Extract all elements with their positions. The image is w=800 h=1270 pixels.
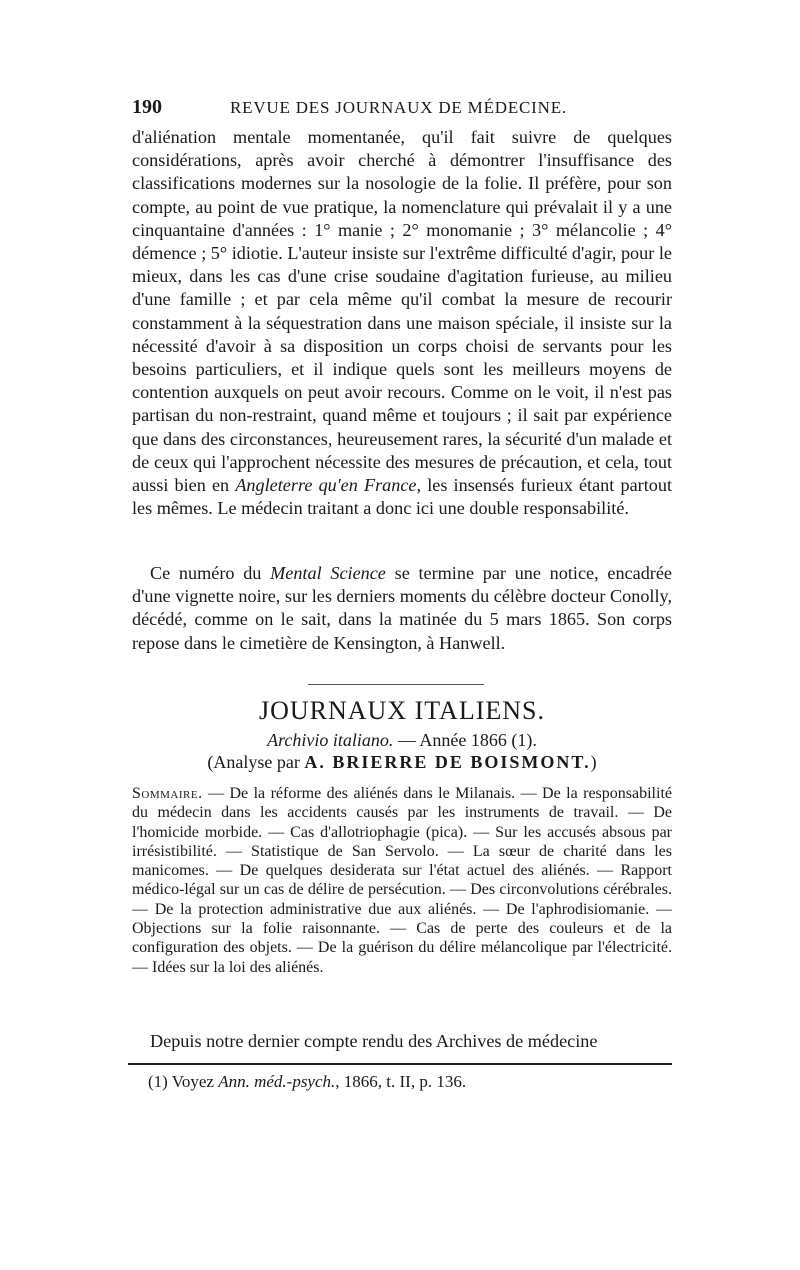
summary (132, 784, 672, 977)
footnote (148, 1072, 668, 1092)
page-number: 190 (132, 96, 162, 118)
footnote-journal: Ann. méd.-psych. (218, 1072, 336, 1091)
analysis-prefix: (Analyse par (207, 752, 305, 772)
author-name: A. BRIERRE DE BOISMONT. (304, 752, 591, 772)
paragraph-text: Ce numéro du (150, 563, 271, 583)
section-title: JOURNAUX ITALIENS. (258, 696, 545, 725)
footnote-suffix: , 1866, t. II, p. 136. (335, 1072, 467, 1091)
running-head (132, 96, 672, 122)
paragraph-text: Depuis notre dernier compte rendu des Archives de médecine (150, 1031, 598, 1051)
analysis-line (132, 752, 672, 773)
paragraph-archives (132, 1030, 672, 1053)
journal-year: — Année 1866 (1). (393, 730, 537, 750)
paragraph-text: , les insensés furieux étant partout les mêmes. Le médecin traitant a donc ici une double responsabilité. (132, 475, 673, 519)
paragraph-conolly (132, 562, 672, 655)
footnote-prefix: (1) Voyez (148, 1072, 219, 1091)
footnote-rule (128, 1063, 672, 1065)
italic-term: Angleterre (235, 475, 313, 496)
summary-label: Sommaire. (132, 785, 203, 802)
journal-name: Mental Science (270, 563, 386, 583)
running-title: REVUE DES JOURNAUX DE MÉDECINE. (230, 98, 567, 117)
journal-title: Archivio italiano. (267, 730, 394, 750)
paragraph-conclusion (132, 126, 672, 520)
paragraph-text: d'aliénation mentale momentanée, qu'il fait suivre de quelques considérations, après avoir cherché à démontrer l'insuffisance des classifications modernes sur la nosologie de la folie. Il préfère, pour son compte, au point de vue pratique, la nomenclature qui prévalait il y a une cinquantaine d'années : 1° manie ; 2° monomanie ; 3° mélancolie ; 4° démence ; 5° idiotie. L'auteur insiste sur l'extrême difficulté d'agir, pour le mieux, dans les cas d'une crise soudaine d'agitation furieuse, au milieu d'une famille ; et par cela même qu'il combat la mesure de recourir constamment à la séquestration dans une maison spéciale, il insiste sur la nécessité d'avoir à sa disposition un corps choisi de servants pour les besoins particuliers, et il indique quels sont les meilleurs moyens de contention auxquels on peut avoir recours. Comme on le voit, il n'est pas partisan du non-restraint, quand même et toujours ; il sait par expérience que dans des circonstances, heureusement rares, la sécurité d'un malade et de ceux qui l'approchent nécessite des mesures de précaution, et cela, tout aussi bien en (132, 127, 672, 496)
section-divider (308, 684, 484, 685)
italic-term: qu'en France (318, 475, 417, 496)
analysis-suffix: ) (590, 752, 597, 772)
summary-text: — De la réforme des aliénés dans le Milanais. — De la responsabilité du médecin dans les accidents causés par les instruments de travail. — De l'homicide morbide. — Cas d'allotriophagie (pica). — Sur les accusés absous par irrésistibilité. — Statistique de San Servolo. — La sœur de charité dans les manicomes. — De quelques desiderata sur l'état actuel des aliénés. — Rapport médico-légal sur un cas de délire de persécution. — Des circonvolutions cérébrales. — De la protection administrative due aux aliénés. — De l'aphrodisiomanie. — Objections sur la folie raisonnante. — Cas de perte des couleurs et de la configuration des objets. — De la guérison du délire mélancolique par l'électricité. — Idées sur la loi des aliénés. (132, 785, 672, 976)
journal-line (132, 730, 672, 751)
paragraph-text: se termine par une notice, encadrée d'une vignette noire, sur les derniers moments du célèbre docteur Conolly, décédé, comme on le sait, dans la matinée du 5 mars 1865. Son corps repose dans le cimetière de Kensington, à Hanwell. (132, 563, 672, 653)
